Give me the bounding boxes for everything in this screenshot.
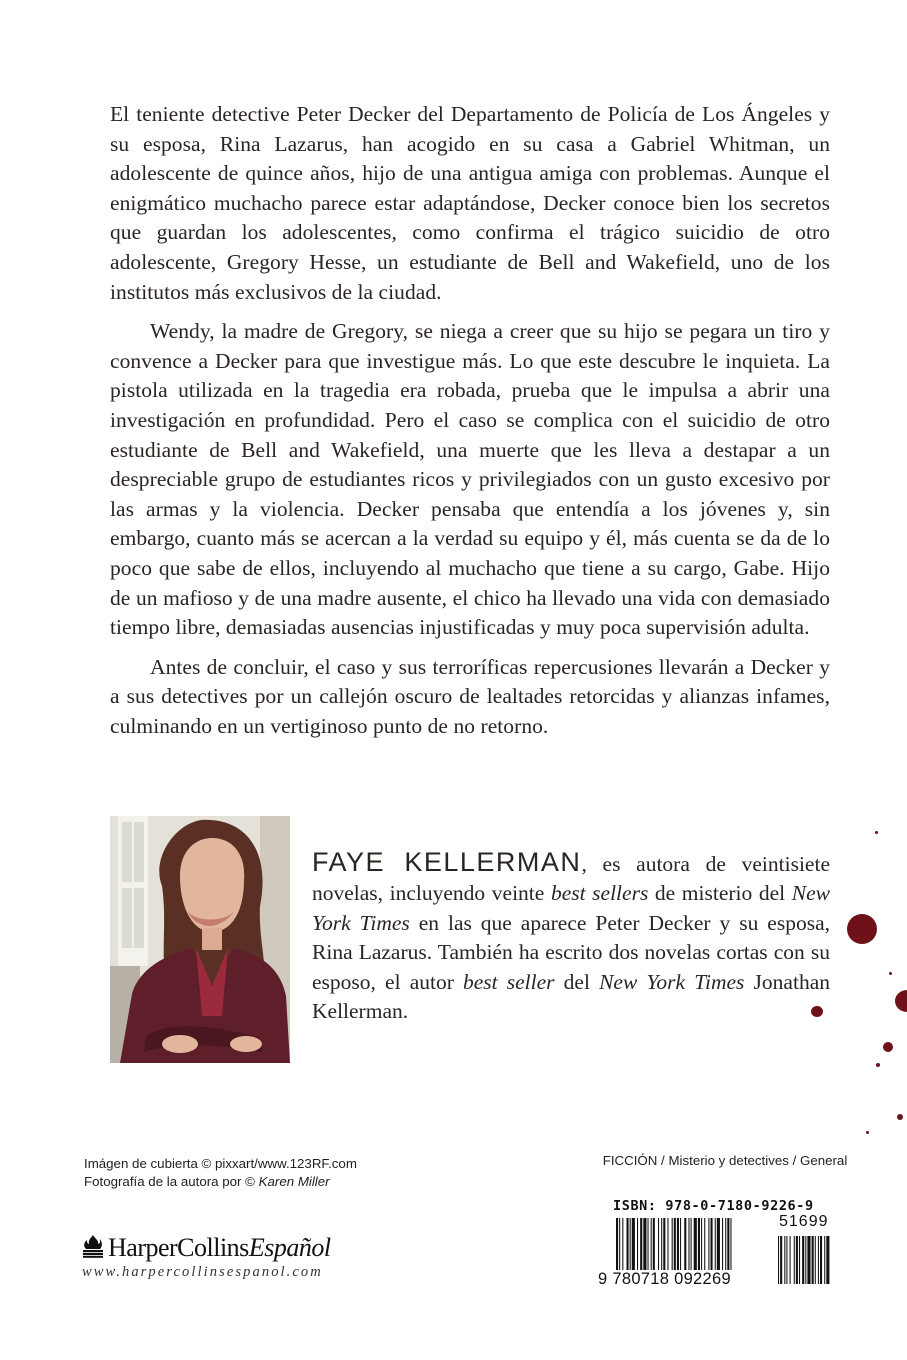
barcode-addon-bar [790,1236,791,1284]
barcode-bar [727,1218,729,1274]
barcode-digits: 9 780718 092269 [598,1270,731,1288]
bio-text-5: en las que aparece Peter Decker y su esposa, Rina Lazarus. También ha escrito dos novelas cortas con su esposo, el autor [312,910,830,994]
blood-spatter-decoration [875,831,878,834]
barcode-addon-bar [826,1236,829,1284]
bio-text-4: New York Times [312,881,830,935]
barcode-bar [653,1218,655,1274]
barcode-addon-bar [796,1236,798,1284]
barcode-bar [648,1218,649,1274]
author-photo [110,816,290,1063]
barcode-bar [667,1218,668,1274]
barcode-bar [637,1218,638,1274]
barcode-bar [694,1218,697,1274]
barcode-bar [698,1218,700,1274]
barcode-bar [688,1218,689,1274]
bio-text-2: best sellers [550,881,649,906]
bio-text-9: Jonathan Kellerman. [312,969,830,1024]
barcode-bar [722,1218,723,1274]
barcode-bar [684,1218,686,1274]
photo-credit [84,1173,357,1191]
barcode-bar [622,1218,623,1274]
blurb-paragraph-1: El teniente detective Peter Decker del Departamento de Policía de Los Ángeles y su esposa, Rina Lazarus, han acogido en su casa a Gabriel Whitman, un adolescente de quince años, hijo de una antigua amiga con problemas. Aunque el enigmático muchacho parece estar adaptándose, Decker conoce bien los secretos que guardan los adolescentes, como confirma el trágico suicidio de otro adolescente, Gregory Hesse, un estudiante de Bell and Wakefield, uno de los institutos más exclusivos de la ciudad. [110,102,830,304]
blood-spatter-decoration [895,990,907,1012]
bio-text-8: New York Times [599,969,745,994]
image-credits [84,1155,357,1191]
barcode-bar [627,1218,629,1274]
barcode-addon-bar [778,1236,779,1284]
barcode-addon-bar [824,1236,825,1284]
bio-text-3: de misterio del [648,881,792,906]
barcode-addon-bar [802,1236,804,1284]
publisher-name [108,1233,331,1263]
blood-spatter-decoration [897,1114,903,1120]
barcode-bar [632,1218,635,1274]
photo-credit-prefix: Fotografía de la autora por © [84,1174,259,1189]
photographer-name: Karen Miller [258,1174,330,1189]
author-name: FAYE KELLERMAN [312,847,582,877]
isbn-label: ISBN: 978-0-7180-9226-9 [613,1198,814,1214]
author-bio [312,848,830,1026]
blood-spatter-decoration [811,1006,823,1017]
blurb-paragraph-2: Wendy, la madre de Gregory, se niega a creer que su hijo se pegara un tiro y convence a Decker para que investigue más. Lo que este descubre le inquieta. La pistola utilizada en la tragedia era robada, prueba que le impulsa a abrir una investigación en profundidad. Pero el caso se complica con el suicidio de otro estudiante de Bell and Wakefield, una muerte que les lleva a destapar a un despreciable grupo de estudiantes ricos y privilegiados con un gusto excesivo por las armas y la violencia. Decker pensaba que entendía a los jóvenes y, sin embargo, cuanto más se acercan a la verdad su equipo y él, más cuenta se da de lo poco que sabe de ellos, incluyendo al muchacho que tiene a su cargo, Gabe. Hijo de un mafioso y de una madre ausente, el chico ha llevado una vida con demasiado tiempo libre, demasiadas ausencias injustificadas y muy poca supervisión adulta. [110,319,830,640]
barcode-addon-digits: 51699 [779,1213,829,1230]
barcode-addon-bar [818,1236,819,1284]
barcode-bar [640,1218,642,1274]
barcode-addon-bar [794,1236,795,1284]
back-cover-blurb [110,100,830,751]
barcode-bar [663,1218,665,1274]
barcode-bar [717,1218,720,1274]
barcode-bar [708,1218,709,1274]
barcode-bar [630,1218,631,1274]
cover-credit: Imágen de cubierta © pixxart/www.123RF.com [84,1156,357,1171]
barcode-bar [651,1218,652,1274]
barcode-bar [643,1218,646,1274]
barcode-addon-bar [786,1236,787,1284]
barcode-addon-bar [812,1236,814,1284]
barcode-bar [691,1218,692,1274]
publisher-name-regular: HarperCollins [108,1233,249,1262]
barcode-addon-bar [799,1236,800,1284]
blood-spatter-decoration [889,972,892,975]
barcode-addon-bar [784,1236,785,1284]
barcode-addon-bar [807,1236,810,1284]
barcode-addon-bar [820,1236,822,1284]
blood-spatter-decoration [876,1063,880,1067]
fire-and-water-icon [82,1234,104,1263]
barcode-bar [725,1218,726,1274]
blood-spatter-decoration [866,1131,869,1134]
barcode-addon-bar [805,1236,806,1284]
bio-text-1: , es autora de veintisiete novelas, incluyendo veinte [312,852,830,906]
barcode-addon-bar [815,1236,816,1284]
barcode-bar [658,1218,659,1274]
bio-text-7: del [554,969,600,994]
blood-spatter-decoration [883,1042,893,1052]
barcode-bar [680,1218,681,1274]
barcode-bar [661,1218,662,1274]
barcode-bar [701,1218,702,1274]
barcode-bar [672,1218,673,1274]
book-category: FICCIÓN / Misterio y detectives / General [602,1153,848,1168]
publisher-logo [82,1232,331,1264]
barcode-bar [711,1218,713,1274]
blurb-paragraph-3: Antes de concluir, el caso y sus terroríficas repercusiones llevarán a Decker y a sus detectives por un callejón oscuro de lealtades retorcidas y alianzas infames, culminando en un vertiginoso punto de no retorno. [110,654,830,738]
blood-spatter-decoration [847,914,877,944]
publisher-url: www.harpercollinsespanol.com [82,1264,323,1280]
barcode-bar [704,1218,705,1274]
publisher-name-italic: Español [248,1233,331,1262]
bio-text-6: best seller [463,969,555,994]
barcode-addon-bar [780,1236,782,1284]
barcode-bar [715,1218,716,1274]
